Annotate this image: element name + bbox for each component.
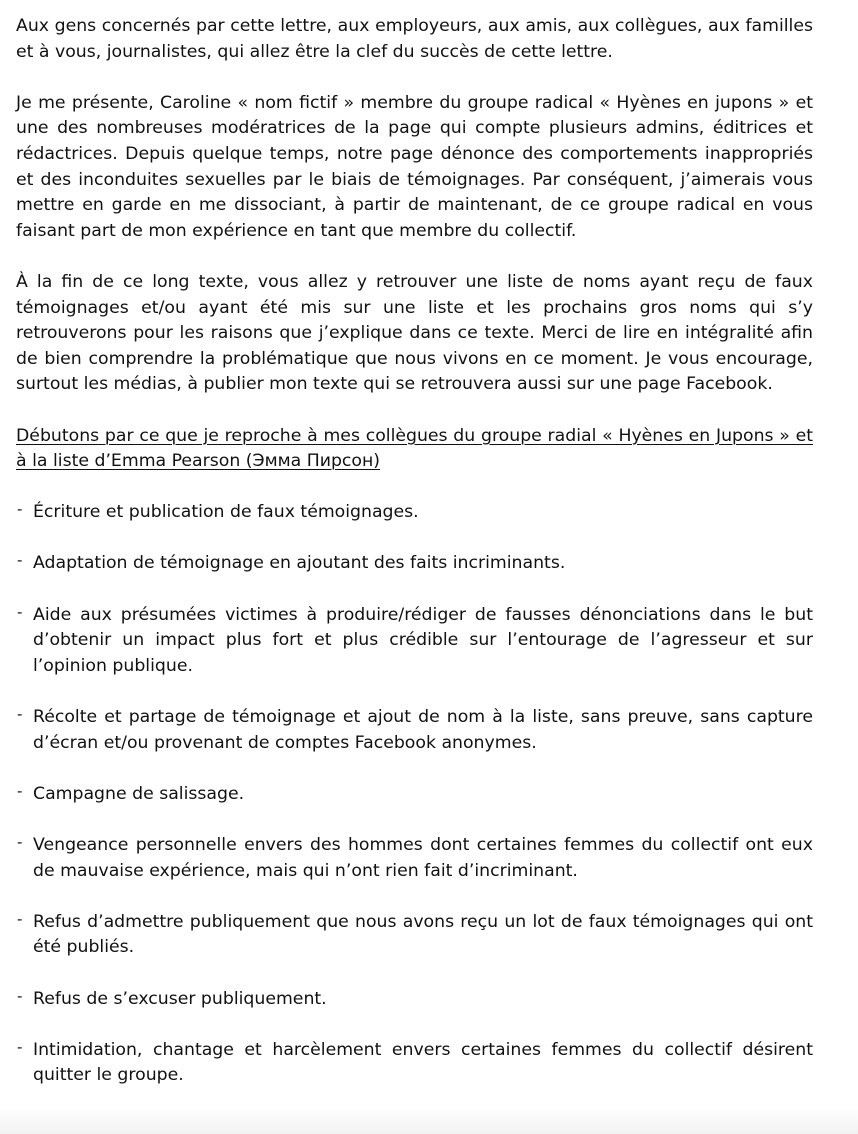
list-item: - Récolte et partage de témoignage et ajout de nom à la liste, sans preuve, sans capture d’écran et/ou provenant de comptes Facebook anonymes. (16, 705, 813, 756)
list-item: - Adaptation de témoignage en ajoutant des faits incriminants. (16, 551, 813, 577)
page-bottom-edge (0, 1108, 858, 1134)
list-item: - Refus de s’excuser publiquement. (16, 987, 813, 1013)
list-item: - Aide aux présumées victimes à produire/rédiger de fausses dénonciations dans le but d’obtenir un impact plus fort et plus crédible sur l’entourage de l’agresseur et sur l’opinion publique. (16, 603, 813, 680)
list-item: - Campagne de salissage. (16, 782, 813, 808)
section-heading: Débutons par ce que je reproche à mes collègues du groupe radial « Hyènes en Jupons » et à la liste d’Emma Pearson (Эмма Пирсон) (16, 425, 813, 472)
list-notice-paragraph: À la fin de ce long texte, vous allez y retrouver une liste de noms ayant reçu de faux témoignages et/ou ayant été mis sur une liste et les prochains gros noms qui s’y retrouverons pour les raisons que j’explique dans ce texte. Merci de lire en intégralité afin de bien comprendre la problématique que nous vivons en ce moment. Je vous encourage, surtout les médias, à publier mon texte qui se retrouvera aussi sur une page Facebook. (16, 271, 813, 395)
list-item: - Vengeance personnelle envers des hommes dont certaines femmes du collectif ont eux de mauvaise expérience, mais qui n’ont rien fait d’incriminant. (16, 833, 813, 884)
grievance-list (16, 500, 813, 1089)
intro-paragraph: Aux gens concernés par cette lettre, aux employeurs, aux amis, aux collègues, aux familles et à vous, journalistes, qui allez être la clef du succès de cette lettre. (16, 16, 813, 62)
presentation-paragraph: Je me présente, Caroline « nom fictif » membre du groupe radical « Hyènes en jupons » et une des nombreuses modératrices de la page qui compte plusieurs admins, éditrices et rédactrices. Depuis quelque temps, notre page dénonce des comportements inappropriés et des inconduites sexuelles par le biais de témoignages. Par conséquent, j’aimerais vous mettre en garde en me dissociant, à partir de maintenant, de ce groupe radical en vous faisant part de mon expérience en tant que membre du collectif. (16, 92, 813, 241)
list-item: - Écriture et publication de faux témoignages. (16, 500, 813, 526)
document-page (16, 14, 813, 1115)
list-item: - Refus d’admettre publiquement que nous avons reçu un lot de faux témoignages qui ont été publiés. (16, 910, 813, 961)
list-item: - Intimidation, chantage et harcèlement envers certaines femmes du collectif désirent quitter le groupe. (16, 1038, 813, 1089)
